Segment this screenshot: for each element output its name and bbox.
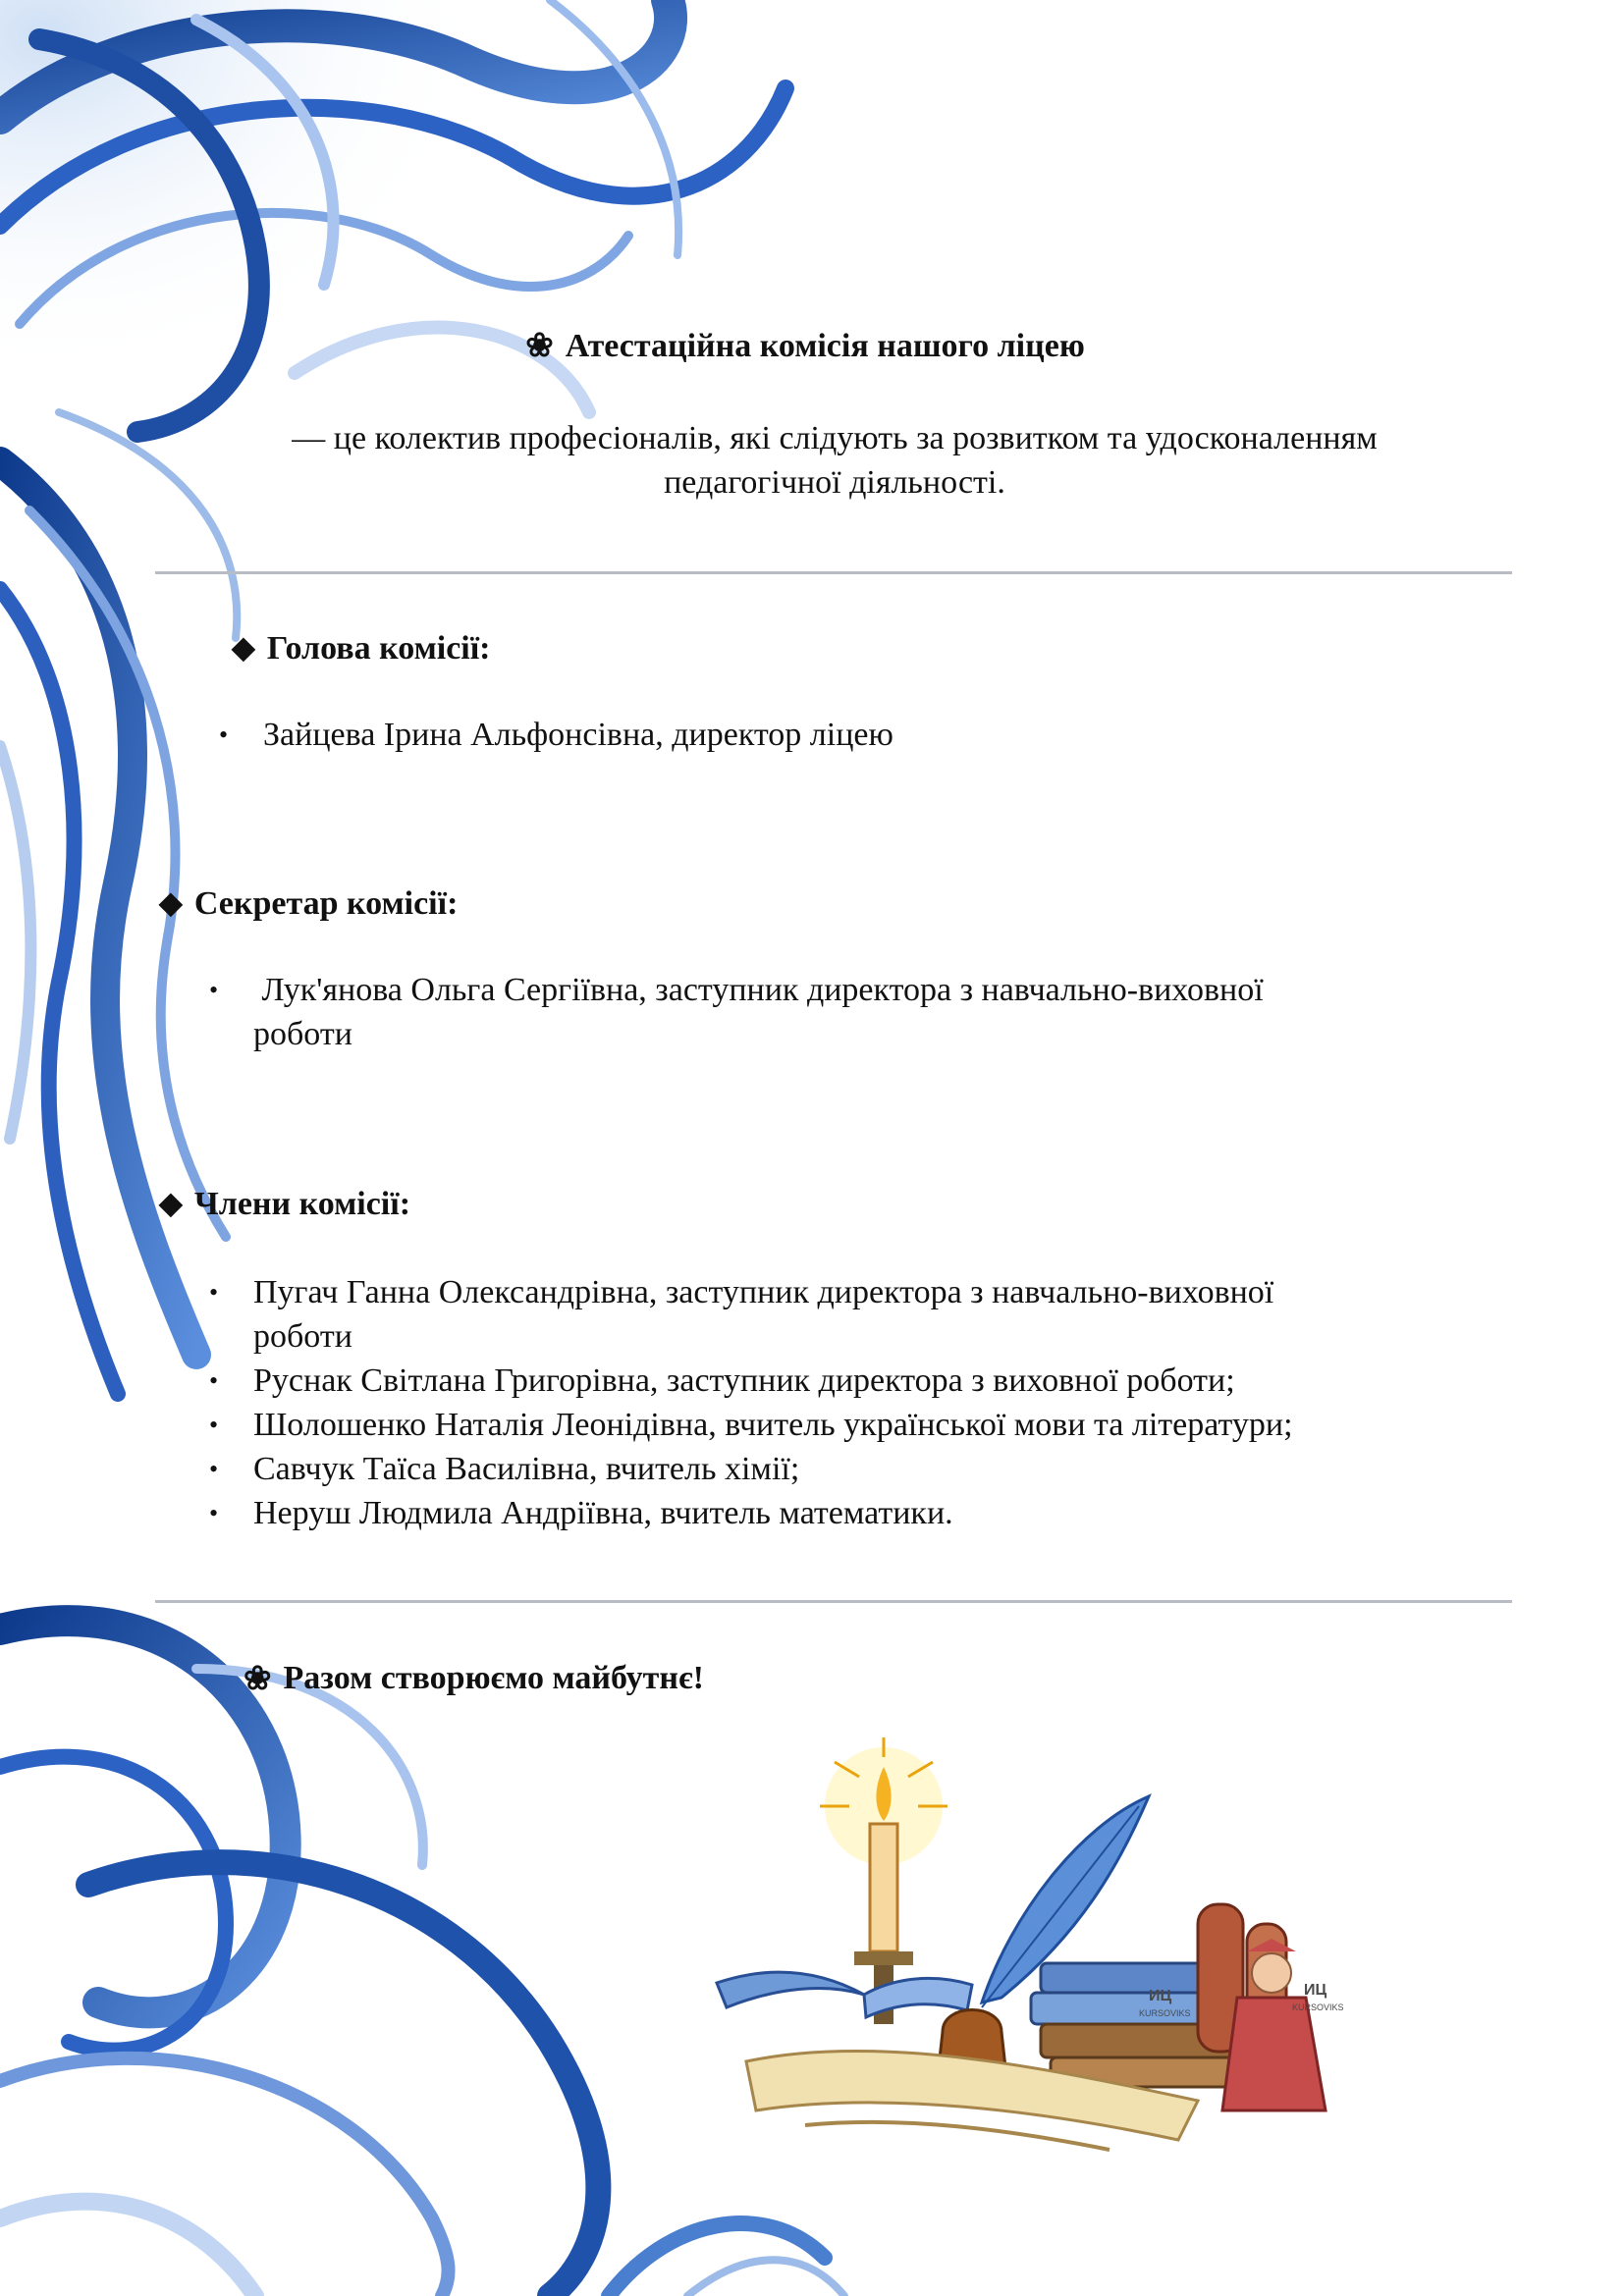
divider-top — [155, 571, 1512, 574]
divider-bottom — [155, 1600, 1512, 1603]
candle — [870, 1824, 897, 1951]
page-title: ❀ Атестаційна комісія нашого ліцею — [525, 328, 1085, 364]
book-stack — [1041, 1963, 1208, 1993]
secretary-heading: ⬥ Секретар комісії: — [159, 885, 459, 922]
list-item: • Зайцева Ірина Альфонсівна, директор ліцею — [219, 717, 893, 753]
intro-text: — це колектив професіоналів, які слідують за розвитком та удосконаленням педагогічної діяльності. — [292, 420, 1378, 501]
watermark-mark: KURSOVIKS — [1139, 2008, 1191, 2018]
diamond-icon: ⬥ — [232, 630, 255, 667]
flower-icon: ❀ — [244, 1661, 272, 1697]
watermark-mark: KURSOVIKS — [1292, 2002, 1344, 2012]
diamond-icon: ⬥ — [159, 1186, 183, 1222]
diamond-icon: ⬥ — [159, 885, 183, 922]
watermark-mark: ИЦ — [1304, 1982, 1327, 1999]
list-item: • Лук'янова Ольга Сергіївна, заступник директора з навчально-виховної роботи — [209, 972, 1264, 1052]
members-heading: ⬥ Члени комісії: — [159, 1186, 411, 1222]
watermark-mark: ИЦ — [1149, 1988, 1172, 2004]
chair-heading: ⬥ Голова комісії: — [232, 630, 491, 667]
list-item: • Шолошенко Наталія Леонідівна, вчитель української мови та літератури; — [209, 1407, 1293, 1443]
chair-list — [219, 713, 1500, 757]
secretary-list — [209, 968, 1510, 1056]
flower-icon: ❀ — [525, 328, 554, 364]
list-item: • Руснак Світлана Григорівна, заступник директора з виховної роботи; — [209, 1362, 1235, 1399]
list-item: • Савчук Таїса Василівна, вчитель хімії; — [209, 1451, 800, 1487]
graduate-figure — [1252, 1953, 1291, 1993]
members-list — [209, 1270, 1530, 1535]
list-item: • Неруш Людмила Андріївна, вчитель математики. — [209, 1495, 953, 1531]
closing-slogan: ❀ Разом створюємо майбутнє! — [244, 1660, 704, 1697]
writing-still-life-illustration — [687, 1737, 1365, 2169]
list-item: • Пугач Ганна Олександрівна, заступник директора з навчально-виховної роботи — [209, 1274, 1274, 1355]
